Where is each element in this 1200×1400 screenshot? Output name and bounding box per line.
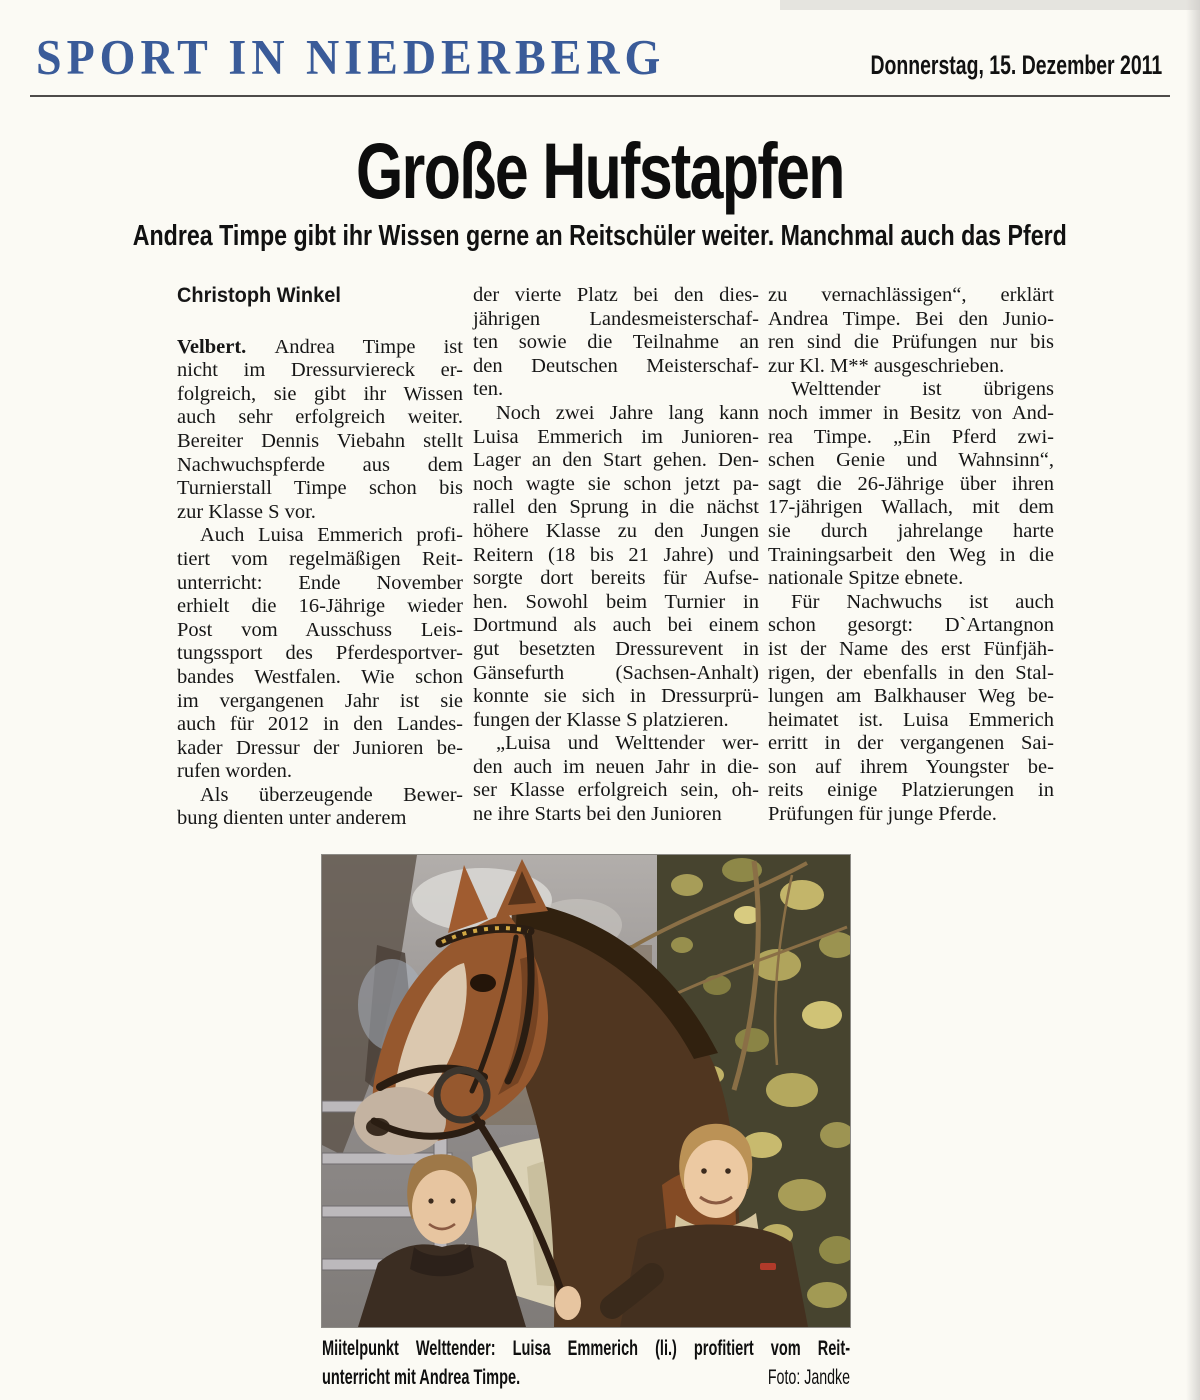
article-text-line: Andrea Timpe. Bei den Junio- [768,307,1054,330]
article-text-line: zu vernachlässigen“, erklärt [768,284,1054,306]
article-text-line: Als überzeugende Bewer- [200,783,463,806]
headline-wrap [0,126,1200,216]
article-text-line: Bereiter Dennis Viebahn stellt [177,429,463,452]
article-text-line: ten sowie die Teilnahme an [473,331,759,354]
article-column-2 [473,284,759,827]
article-text-line: reits einige Platzierungen in [768,779,1054,802]
article-text-line: konnte sie sich in Dressurprü- [473,685,759,708]
masthead-date: Donnerstag, 15. Dezember 2011 [870,50,1162,80]
article-text-line: ne ihre Starts bei den Junioren [473,803,722,826]
article-text-line: Trainingsarbeit den Weg in die [768,543,1054,566]
article-text-line: Turnierstall Timpe schon bis [177,477,463,500]
article-text-line: rallel den Sprung in die nächst [473,496,759,519]
article-text-line: ren sind die Prüfungen nur bis [768,331,1054,354]
article-text-line: den Deutschen Meisterschaf- [473,354,759,377]
article-text-line: noch immer in Besitz von And- [768,401,1054,424]
paragraph-lead: Velbert. [177,335,275,358]
article-text-line: fungen der Klasse S platzieren. [473,708,729,731]
article-text-line: Gänsefurth (Sachsen-Anhalt) [473,661,759,684]
article-text-line: schen Genie und Wahnsinn“, [768,449,1054,472]
article-text-line: zur Klasse S vor. [177,500,316,523]
article-text-line: folgreich, sie gibt ihr Wissen [177,382,463,405]
article-text-line: son auf ihrem Youngster be- [768,755,1054,778]
article-text-line: noch wagte sie schon jetzt pa- [473,472,759,495]
photo-caption-line2 [322,1363,850,1392]
article-text-line: jährigen Landesmeisterschaf- [473,307,759,330]
article-text-line: sagt die 26-Jährige über ihren [768,472,1054,495]
article-text-line: Noch zwei Jahre lang kann [496,401,759,424]
photo-caption [322,1334,850,1392]
article-text-line: Welttender ist übrigens [791,378,1054,401]
photo-credit: Foto: Jandke [767,1366,851,1389]
article-text-line: nicht im Dressurviereck er- [177,359,463,382]
article-text-line: gut besetzten Dressurevent in [473,637,759,660]
article-text-line: lungen am Balkhauser Weg be- [768,685,1054,708]
article-text-line: höhere Klasse zu den Jungen [473,519,759,542]
photo-horse-eye [470,974,496,992]
article-text-line: auch für 2012 in den Landes- [177,713,463,736]
article-text-line: tungssport des Pferdesportver- [177,642,463,665]
article-text-line: Luisa Emmerich im Junioren- [473,425,759,448]
article-text-line: den auch im neuen Jahr in die- [473,755,759,778]
article-text-line: unterricht: Ende November [177,571,463,594]
article-text-line: Prüfungen für junge Pferde. [768,803,997,826]
photo-caption-line2-text: unterricht mit Andrea Timpe. [322,1365,521,1389]
article-text-line: nationale Spitze ebnete. [768,567,964,590]
article-text-line: auch sehr erfolgreich weiter. [177,406,463,429]
article-text-line: ist der Name des erst Fünfjäh- [768,637,1054,660]
article-text-line: Lager an den Start gehen. Den- [473,449,759,472]
article-headline: Große Hufstapfen [356,127,844,216]
article-text-line: im vergangenen Jahr ist sie [177,689,463,712]
article-text-line: sie durch jahrelange harte [768,519,1054,542]
article-text-line: kader Dressur der Junioren be- [177,736,463,759]
article-text-line: ten. [473,378,504,401]
photo-illustration [322,855,850,1327]
article-text-line: schon gesorgt: D`Artangnon [768,614,1054,637]
article-text-line: rea Timpe. „Ein Pferd zwi- [768,425,1054,448]
article-text-line: Auch Luisa Emmerich profi- [200,524,463,547]
article-column-3 [768,284,1054,827]
article-byline: Christoph Winkel [177,284,341,307]
article-column-1 [177,284,463,831]
article-text-line: rigen, der ebenfalls in den Stal- [768,661,1054,684]
masthead-title: SPORT IN NIEDERBERG [36,29,666,85]
article-text-line: „Luisa und Welttender wer- [496,732,759,755]
article-text-line: erritt in der vergangenen Sai- [768,732,1054,755]
article-text-line: der vierte Platz bei den dies- [473,284,759,306]
photo-horse-muzzle [354,1087,446,1155]
scan-artifact-top [780,0,1200,10]
article-text-line: erhielt die 16-Jährige wieder [177,595,463,618]
article-text-line: Dortmund als auch bei einem [473,614,759,637]
masthead-rule [30,95,1170,97]
article-photo [322,855,850,1327]
photo-caption-inner [322,1334,850,1392]
article-text-line: sorgte dort bereits für Aufse- [473,567,759,590]
article-text-line: Für Nachwuchs ist auch [791,590,1054,613]
article-text-line: Velbert. Andrea Timpe ist [177,335,463,358]
article-text-line: tiert vom regelmäßigen Reit- [177,547,463,570]
subheadline-wrap [0,220,1200,253]
article-text-line: ser Klasse erfolgreich sein, oh- [473,779,759,802]
article-text-line: bandes Westfalen. Wie schon [177,665,463,688]
photo-caption-line1: Miitelpunkt Welttender: Luisa Emmerich (li.) profitiert vom Reit- [322,1336,851,1360]
article-text-line: hen. Sowohl beim Turnier in [473,590,759,613]
article-text-line: bung dienten unter anderem [177,807,407,830]
article-text-line: Post vom Ausschuss Leis- [177,618,463,641]
article-text-line: Nachwuchspferde aus dem [177,453,463,476]
article-text-line: Reitern (18 bis 21 Jahre) und [473,543,759,566]
article-text-line: heimatet ist. Luisa Emmerich [768,708,1054,731]
article-text-line: zur Kl. M** ausgeschrieben. [768,354,1005,377]
article-subheadline: Andrea Timpe gibt ihr Wissen gerne an Reitschüler weiter. Manchmal auch das Pferd [132,220,1068,252]
article-text-line: rufen worden. [177,760,292,783]
article-text-line: 17-jährigen Wallach, mit dem [768,496,1054,519]
